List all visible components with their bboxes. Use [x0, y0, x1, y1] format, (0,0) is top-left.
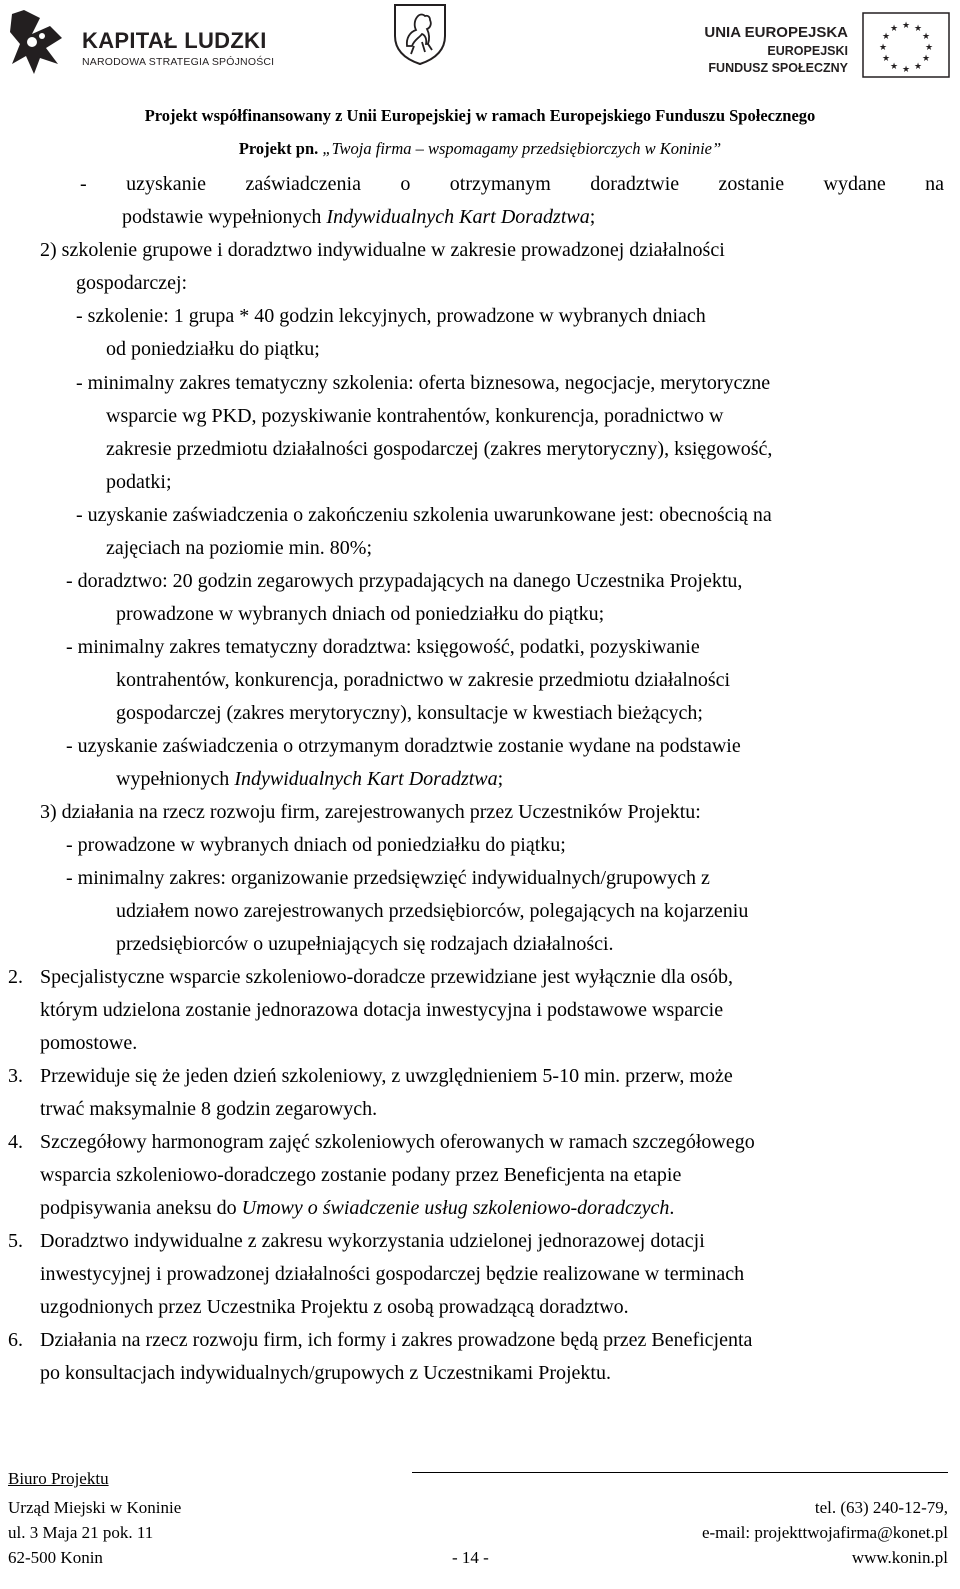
footer-divider: [412, 1472, 948, 1473]
body-line: kontrahentów, konkurencja, poradnictwo w zakresie przedmiotu działalności: [116, 669, 731, 691]
body-line: Szczegółowy harmonogram zajęć szkoleniowych oferowanych w ramach szczegółowego: [40, 1131, 755, 1153]
body-line: uzgodnionych przez Uczestnika Projektu z osobą prowadzącą doradztwo.: [40, 1296, 629, 1318]
cofinance-notice: Projekt współfinansowany z Unii Europejskiej w ramach Europejskiego Funduszu Społecznego: [144, 106, 816, 125]
text: ;: [589, 206, 596, 228]
body-line: - prowadzone w wybranych dniach od poniedziałku do piątku;: [66, 834, 566, 856]
footer-org: Urząd Miejski w Koninie: [8, 1498, 182, 1517]
svg-text:★: ★: [901, 21, 911, 31]
kapital-ludzki-emblem-icon: [10, 8, 64, 76]
eu-fund-line-2: FUNDUSZ SPOŁECZNY: [708, 61, 848, 75]
text: wypełnionych: [116, 768, 235, 790]
body-line: trwać maksymalnie 8 godzin zegarowych.: [40, 1098, 378, 1120]
kapital-ludzki-logo: [10, 8, 280, 83]
project-name-line: [0, 139, 960, 159]
footer-city: 62-500 Konin: [8, 1548, 103, 1567]
body-line: Doradztwo indywidualne z zakresu wykorzystania udzielonej jednorazowej dotacji: [40, 1230, 705, 1252]
svg-text:★: ★: [881, 32, 891, 42]
body-line: pomostowe.: [40, 1032, 138, 1054]
body-line: - minimalny zakres tematyczny szkolenia: oferta biznesowa, negocjacje, merytoryczne: [76, 372, 771, 394]
svg-text:★: ★: [913, 24, 923, 34]
list-item-3-heading: 3) działania na rzecz rozwoju firm, zarejestrowanych przez Uczestników Projektu:: [40, 801, 701, 823]
body-line: Działania na rzecz rozwoju firm, ich formy i zakres prowadzone będą przez Beneficjenta: [40, 1329, 753, 1351]
body-line: podatki;: [106, 471, 172, 493]
body-line: - minimalny zakres tematyczny doradztwa: księgowość, podatki, pozyskiwanie: [66, 636, 700, 658]
body-line: inwestycyjnej i prowadzonej działalności gospodarczej będzie realizowane w terminach: [40, 1263, 745, 1285]
body-line: zakresie przedmiotu działalności gospodarczej (zakres merytoryczny), księgowość,: [106, 438, 773, 460]
kapital-ludzki-subtitle: NARODOWA STRATEGIA SPÓJNOŚCI: [82, 56, 275, 68]
svg-text:★: ★: [921, 54, 931, 64]
eu-flag-icon: [862, 12, 950, 78]
body-line: zajęciach na poziomie min. 80%;: [106, 537, 373, 559]
body-line: którym udzielona zostanie jednorazowa dotacja inwestycyjna i podstawowe wsparcie: [40, 999, 724, 1021]
body-line: - szkolenie: 1 grupa * 40 godzin lekcyjnych, prowadzone w wybranych dniach: [76, 305, 706, 327]
item-number: 2.: [8, 966, 23, 988]
project-prefix: Projekt pn.: [238, 139, 319, 158]
body-line: wsparcia szkoleniowo-doradczego zostanie podany przez Beneficjenta na etapie: [40, 1164, 682, 1186]
eu-fund-line-1: EUROPEJSKI: [767, 44, 848, 58]
body-line: - uzyskanie zaświadczenia o zakończeniu szkolenia uwarunkowane jest: obecnością na: [76, 504, 772, 526]
svg-text:★: ★: [878, 43, 888, 53]
body-line: [116, 767, 503, 791]
svg-text:★: ★: [889, 24, 899, 34]
body-line: - uzyskanie zaświadczenia o otrzymanym doradztwie zostanie wydane na: [80, 173, 944, 195]
item-number: 4.: [8, 1131, 23, 1153]
body-line: - uzyskanie zaświadczenia o otrzymanym doradztwie zostanie wydane na podstawie: [66, 735, 741, 757]
svg-text:★: ★: [889, 62, 899, 72]
body-line: udziałem nowo zarejestrowanych przedsiębiorców, polegających na kojarzeniu: [116, 900, 749, 922]
text: ;: [497, 768, 504, 790]
body-line: przedsiębiorców o uzupełniających się rodzajach działalności.: [116, 933, 614, 955]
text: podpisywania aneksu do: [40, 1197, 242, 1219]
italic-term: Umowy o świadczenie usług szkoleniowo-doradczych: [241, 1197, 670, 1219]
eu-fund-logo: [662, 8, 950, 82]
body-line: od poniedziałku do piątku;: [106, 338, 320, 360]
body-line: prowadzone w wybranych dniach od poniedziałku do piątku;: [116, 603, 605, 625]
footer-website: www.konin.pl: [851, 1548, 948, 1567]
body-line: po konsultacjach indywidualnych/grupowych z Uczestnikami Projektu.: [40, 1362, 611, 1384]
eu-title: UNIA EUROPEJSKA: [704, 24, 848, 41]
item-number: 6.: [8, 1329, 23, 1351]
svg-text:★: ★: [901, 65, 911, 75]
kapital-ludzki-title: KAPITAŁ LUDZKI: [82, 28, 267, 53]
item-number: 5.: [8, 1230, 23, 1252]
body-line: - minimalny zakres: organizowanie przedsięwzięć indywidualnych/grupowych z: [66, 867, 710, 889]
item-number: 3.: [8, 1065, 23, 1087]
body-line: [40, 1196, 674, 1220]
svg-text:★: ★: [921, 32, 931, 42]
footer-phone: tel. (63) 240-12-79,: [814, 1498, 948, 1517]
project-name: „Twoja firma – wspomagamy przedsiębiorczych w Koninie”: [322, 139, 722, 158]
footer-office: Biuro Projektu: [8, 1469, 109, 1488]
body-line: Przewiduje się że jeden dzień szkoleniowy, z uwzględnieniem 5-10 min. przerw, może: [40, 1065, 733, 1087]
text: .: [669, 1197, 675, 1219]
body-line: gospodarczej (zakres merytoryczny), konsultacje w kwestiach bieżących;: [116, 702, 703, 724]
body-line: Specjalistyczne wsparcie szkoleniowo-doradcze przewidziane jest wyłącznie dla osób,: [40, 966, 734, 988]
body-line: wsparcie wg PKD, pozyskiwanie kontrahentów, konkurencja, poradnictwo w: [106, 405, 724, 427]
italic-term: Indywidualnych Kart Doradztwa: [234, 768, 498, 790]
horse-crest-icon: [392, 2, 448, 66]
italic-term: Indywidualnych Kart Doradztwa: [326, 206, 590, 228]
svg-text:★: ★: [881, 54, 891, 64]
svg-text:★: ★: [913, 62, 923, 72]
footer-street: ul. 3 Maja 21 pok. 11: [8, 1523, 154, 1542]
list-item-2-heading: 2) szkolenie grupowe i doradztwo indywidualne w zakresie prowadzonej działalności: [40, 239, 725, 261]
svg-text:★: ★: [924, 43, 934, 53]
text: podstawie wypełnionych: [122, 206, 327, 228]
body-line: - doradztwo: 20 godzin zegarowych przypadających na danego Uczestnika Projektu,: [66, 570, 743, 592]
body-line: gospodarczej:: [76, 272, 188, 294]
page-number: - 14 -: [452, 1548, 489, 1567]
body-line: [122, 205, 595, 229]
footer-email: e-mail: projekttwojafirma@konet.pl: [701, 1523, 948, 1542]
